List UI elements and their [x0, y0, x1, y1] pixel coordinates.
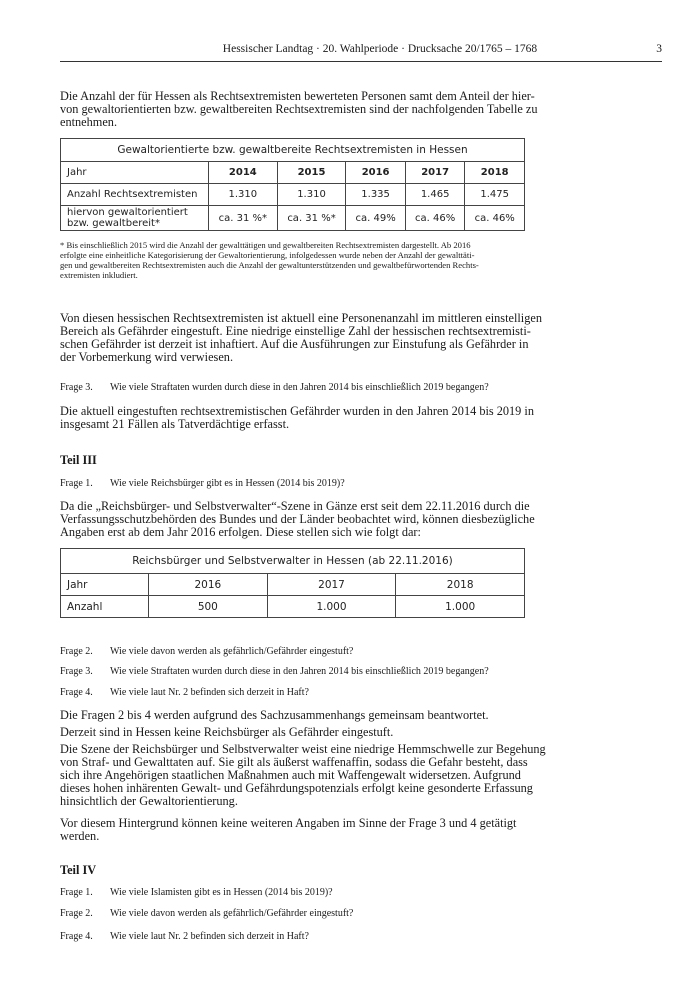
- table-cell: Jahr: [61, 162, 209, 184]
- text-line: von gewaltorientierten bzw. gewaltbereiten Rechtsextremisten sind der nachfolgenden Tabelle zu: [60, 102, 538, 116]
- question-text: Wie viele laut Nr. 2 befinden sich derzeit in Haft?: [110, 931, 309, 942]
- table-cell: ca. 31 %*: [209, 206, 278, 231]
- table-cell: 500: [149, 596, 268, 618]
- table-footnote: [60, 240, 645, 280]
- intro-paragraph: [60, 90, 645, 129]
- table-cell: 2018: [396, 574, 525, 596]
- table-cell: 1.465: [405, 184, 465, 206]
- question-1: [60, 478, 660, 490]
- text-line: dieses hohen inhärenten Gewalt- und Gefährdungspotenzials erfolgt keine gesonderte Erfassung: [60, 781, 533, 795]
- gefaehrder-paragraph: [60, 312, 645, 364]
- question-3: [60, 666, 660, 678]
- text-line: der Vorbemerkung wird verwiesen.: [60, 350, 234, 364]
- text-line: Da die „Reichsbürger- und Selbstverwalter“-Szene in Gänze erst seit dem 22.11.2016 durch die: [60, 499, 530, 513]
- question-label: Frage 3.: [60, 382, 93, 393]
- closing-paragraph: [60, 817, 645, 843]
- running-title: Hessischer Landtag · 20. Wahlperiode · Drucksache 20/1765 – 1768: [222, 43, 538, 55]
- text-line: Die Anzahl der für Hessen als Rechtsextremisten bewerteten Personen samt dem Anteil der hier-: [60, 89, 535, 103]
- question-text: Wie viele Straftaten wurden durch diese in den Jahren 2014 bis einschließlich 2019 begangen?: [110, 382, 489, 393]
- table-cell: 1.475: [465, 184, 525, 206]
- table-cell: 2015: [277, 162, 346, 184]
- text-line: Vor diesem Hintergrund können keine weiteren Angaben im Sinne der Frage 3 und 4 getätigt: [60, 816, 517, 830]
- table-cell: [61, 206, 209, 231]
- table-cell: 1.000: [267, 596, 396, 618]
- table-row: [61, 574, 525, 596]
- table-cell: 1.335: [346, 184, 406, 206]
- question-text: Wie viele davon werden als gefährlich/Gefährder eingestuft?: [110, 646, 354, 657]
- question-4: [60, 931, 660, 943]
- table-cell: ca. 31 %*: [277, 206, 346, 231]
- text-line: von Straf- und Gewalttaten auf. Sie gilt als äußerst waffenaffin, sodass die Gefahr besteht, dass: [60, 755, 528, 769]
- text-line: extremisten inkludiert.: [60, 270, 138, 280]
- table-cell: Anzahl Rechtsextremisten: [61, 184, 209, 206]
- answer-line: Die Fragen 2 bis 4 werden aufgrund des Sachzusammenhangs gemeinsam beantwortet.: [60, 708, 489, 722]
- text-line: Die Szene der Reichsbürger und Selbstverwalter weist eine niedrige Hemmschwelle zur Begehung: [60, 742, 546, 756]
- text-line: insgesamt 21 Fällen als Tatverdächtige erfasst.: [60, 417, 290, 431]
- table-row: [61, 162, 525, 184]
- cell-line: hiervon gewaltorientiert: [67, 207, 188, 218]
- table-cell: Jahr: [61, 574, 149, 596]
- page-header: [60, 43, 662, 59]
- table-title: Reichsbürger und Selbstverwalter in Hessen (ab 22.11.2016): [61, 549, 525, 574]
- extremists-table: [60, 138, 525, 231]
- text-line: hinsichtlich der Gewaltorientierung.: [60, 794, 238, 808]
- table-row: [61, 596, 525, 618]
- question-2: [60, 646, 660, 658]
- question-2: [60, 908, 660, 920]
- table-cell: Anzahl: [61, 596, 149, 618]
- answer-3-paragraph: [60, 405, 645, 431]
- text-line: Die aktuell eingestuften rechtsextremistischen Gefährder wurden in den Jahren 2014 bis 2019 in: [60, 404, 534, 418]
- reichsbuerger-intro-paragraph: [60, 500, 645, 539]
- table-cell: 1.310: [277, 184, 346, 206]
- question-text: Wie viele Straftaten wurden durch diese in den Jahren 2014 bis einschließlich 2019 begangen?: [110, 666, 489, 677]
- table-cell: 2017: [267, 574, 396, 596]
- table-cell: 1.000: [396, 596, 525, 618]
- text-line: sich ihre Angehörigen staatlichen Maßnahmen auch mit Waffengewalt widersetzen. Aufgrund: [60, 768, 521, 782]
- text-line: schen Gefährder ist derzeit ist inhaftiert. Auf die Ausführungen zur Einstufung als Gefährder in: [60, 337, 529, 351]
- question-text: Wie viele Reichsbürger gibt es in Hessen (2014 bis 2019)?: [110, 478, 345, 489]
- table-cell: ca. 49%: [346, 206, 406, 231]
- answer-line: Derzeit sind in Hessen keine Reichsbürger als Gefährder eingestuft.: [60, 725, 394, 739]
- section-heading-teil-iv: Teil IV: [60, 863, 97, 877]
- text-line: erfolgte eine einheitliche Kategorisierung der Gewaltorientierung, infolgedessen wurde neben der Anzahl der gewalttäti-: [60, 250, 475, 260]
- question-label: Frage 2.: [60, 646, 93, 657]
- text-line: Verfassungsschutzbehörden des Bundes und der Länder beobachtet wird, können diesbezügliche: [60, 512, 535, 526]
- cell-line: bzw. gewaltbereit*: [67, 218, 160, 229]
- table-cell: 2017: [405, 162, 465, 184]
- question-1: [60, 887, 660, 899]
- table-cell: 2014: [209, 162, 278, 184]
- header-rule: [60, 61, 662, 62]
- section-heading-teil-iii: Teil III: [60, 453, 97, 467]
- table-cell: 2016: [346, 162, 406, 184]
- question-4: [60, 687, 660, 699]
- question-label: Frage 1.: [60, 478, 93, 489]
- text-line: entnehmen.: [60, 115, 118, 129]
- question-label: Frage 1.: [60, 887, 93, 898]
- question-text: Wie viele Islamisten gibt es in Hessen (2014 bis 2019)?: [110, 887, 333, 898]
- reichsbuerger-answer-paragraph: [60, 743, 645, 808]
- text-line: gen und gewaltbereiten Rechtsextremisten auch die Anzahl der gewaltunterstützenden und gewaltbefürwortenden Rechts-: [60, 260, 479, 270]
- text-line: Bereich als Gefährder eingestuft. Eine niedrige einstellige Zahl der hessischen rechtsextremisti-: [60, 324, 531, 338]
- question-label: Frage 2.: [60, 908, 93, 919]
- table-cell: ca. 46%: [405, 206, 465, 231]
- table-cell: 1.310: [209, 184, 278, 206]
- question-label: Frage 4.: [60, 687, 93, 698]
- text-line: Von diesen hessischen Rechtsextremisten ist aktuell eine Personenanzahl im mittleren einstelligen: [60, 311, 542, 325]
- table-cell: 2018: [465, 162, 525, 184]
- text-line: * Bis einschließlich 2015 wird die Anzahl der gewalttätigen und gewaltbereiten Rechtsextremisten dargestellt. Ab 2016: [60, 240, 471, 250]
- question-label: Frage 4.: [60, 931, 93, 942]
- question-label: Frage 3.: [60, 666, 93, 677]
- table-row: [61, 184, 525, 206]
- question-3: [60, 382, 660, 394]
- reichsbuerger-table: [60, 548, 525, 618]
- table-cell: ca. 46%: [465, 206, 525, 231]
- text-line: werden.: [60, 829, 100, 843]
- question-text: Wie viele laut Nr. 2 befinden sich derzeit in Haft?: [110, 687, 309, 698]
- table-row: [61, 206, 525, 231]
- table-cell: 2016: [149, 574, 268, 596]
- text-line: Angaben erst ab dem Jahr 2016 erfolgen. Diese stellen sich wie folgt dar:: [60, 525, 421, 539]
- table-title: Gewaltorientierte bzw. gewaltbereite Rechtsextremisten in Hessen: [61, 139, 525, 162]
- page-number: 3: [656, 43, 662, 55]
- question-text: Wie viele davon werden als gefährlich/Gefährder eingestuft?: [110, 908, 354, 919]
